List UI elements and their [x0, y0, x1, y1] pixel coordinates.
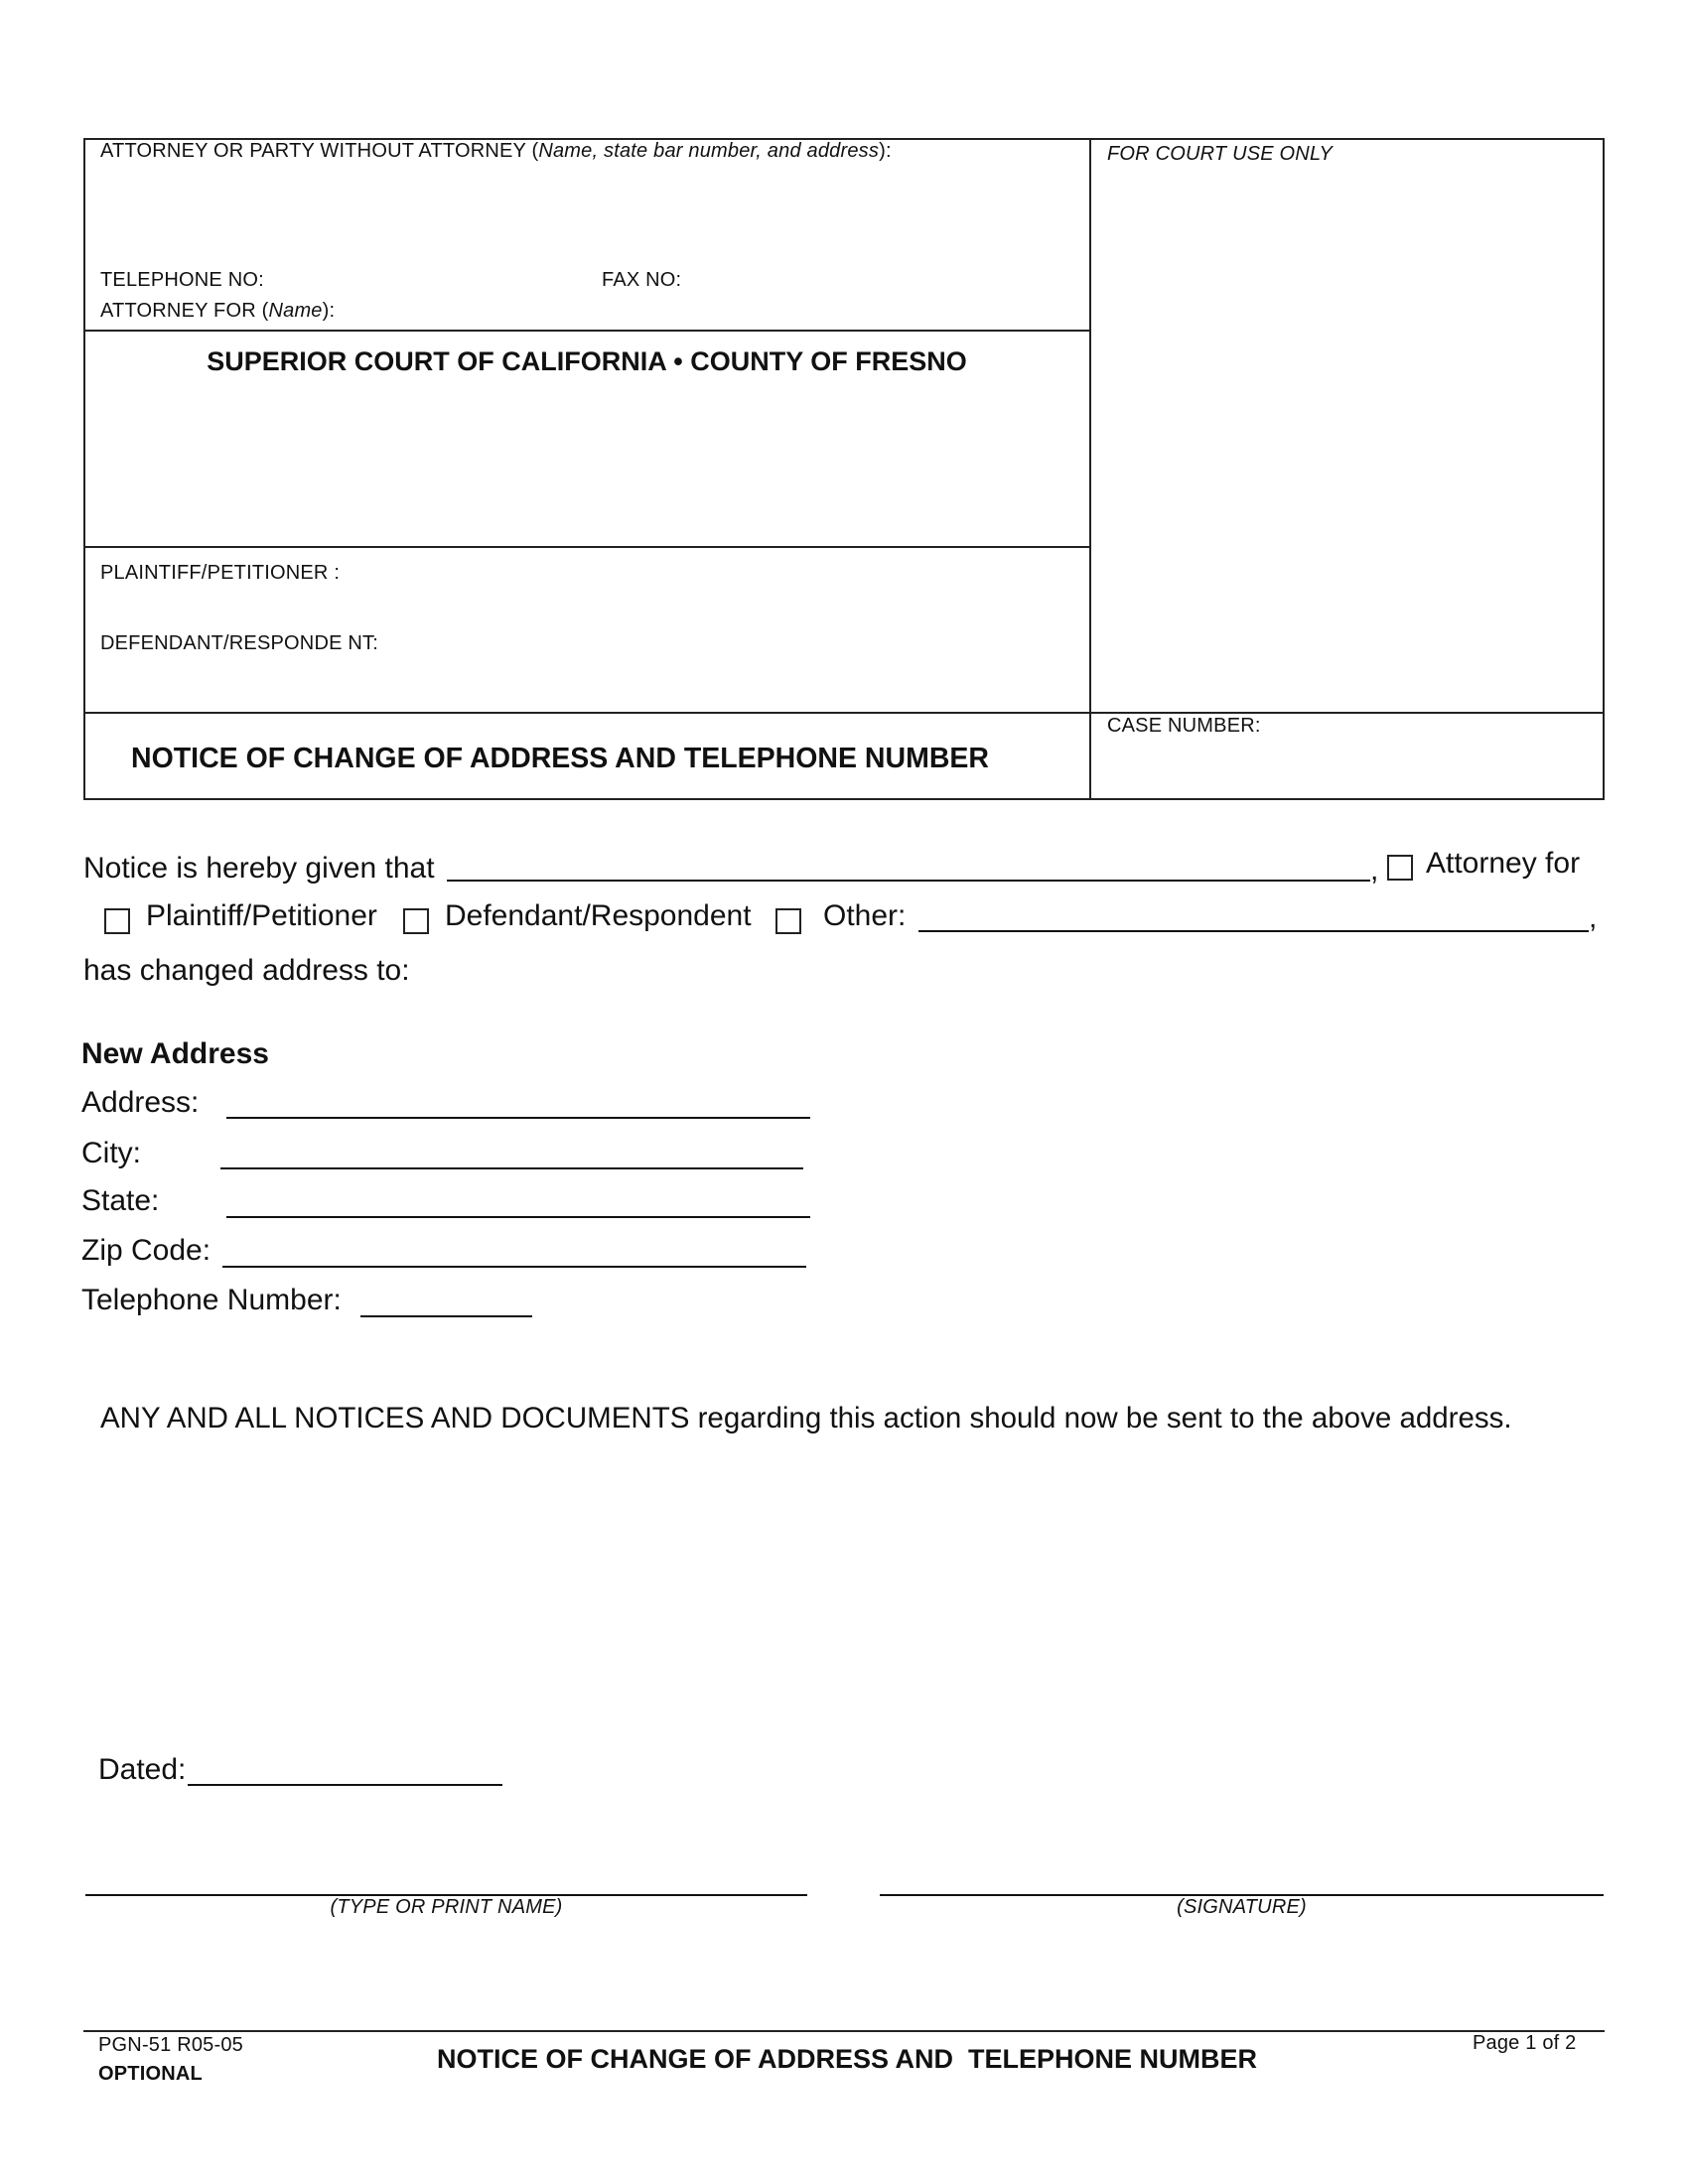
state-line[interactable]	[226, 1216, 810, 1218]
form-id: PGN-51 R05-05	[98, 2034, 243, 2056]
other-text: Other:	[823, 899, 907, 932]
defendant-text: Defendant/Respondent	[445, 899, 752, 932]
footer-title: NOTICE OF CHANGE OF ADDRESS AND TELEPHONE NUMBER	[437, 2044, 1258, 2074]
phone-label: Telephone Number:	[81, 1284, 342, 1316]
attorney-for-checkbox[interactable]	[1387, 855, 1413, 881]
form-title: NOTICE OF CHANGE OF ADDRESS AND TELEPHONE NUMBER	[131, 743, 990, 774]
notice-comma: ,	[1370, 854, 1379, 887]
phone-line[interactable]	[360, 1315, 532, 1317]
defendant-checkbox[interactable]	[403, 908, 429, 934]
new-address-heading: New Address	[81, 1037, 269, 1070]
plaintiff-checkbox[interactable]	[104, 908, 130, 934]
city-line[interactable]	[220, 1167, 803, 1169]
signature-caption: (SIGNATURE)	[1177, 1896, 1307, 1918]
attorney-for-text: Attorney for	[1426, 847, 1581, 880]
print-name-caption: (TYPE OR PRINT NAME)	[330, 1896, 563, 1918]
attorney-for-label: ATTORNEY FOR (Name):	[100, 300, 336, 322]
address-line[interactable]	[226, 1117, 810, 1119]
statement: ANY AND ALL NOTICES AND DOCUMENTS regarding this action should now be sent to the above address.	[100, 1402, 1512, 1434]
court-name: SUPERIOR COURT OF CALIFORNIA • COUNTY OF FRESNO	[207, 346, 967, 376]
fax-label: FAX NO:	[602, 269, 682, 291]
telephone-label: TELEPHONE NO:	[100, 269, 264, 291]
case-number-label: CASE NUMBER:	[1107, 715, 1261, 737]
caption-box	[83, 138, 1605, 800]
optional-label: OPTIONAL	[98, 2063, 203, 2085]
footer-rule	[83, 2030, 1605, 2032]
plaintiff-label: PLAINTIFF/PETITIONER :	[100, 562, 341, 584]
dated-line[interactable]	[188, 1784, 502, 1786]
address-label: Address:	[81, 1086, 200, 1119]
notice-intro: Notice is hereby given that	[83, 852, 435, 885]
court-use-only-label: FOR COURT USE ONLY	[1107, 143, 1333, 165]
notice-name-line[interactable]	[447, 880, 1370, 882]
plaintiff-text: Plaintiff/Petitioner	[146, 899, 377, 932]
caption-divider-3	[83, 712, 1605, 714]
other-checkbox[interactable]	[775, 908, 801, 934]
zip-line[interactable]	[222, 1266, 806, 1268]
defendant-label: DEFENDANT/RESPONDE NT:	[100, 632, 378, 654]
city-label: City:	[81, 1137, 141, 1169]
page-number: Page 1 of 2	[1473, 2032, 1577, 2054]
caption-divider-vertical	[1089, 138, 1091, 800]
dated-label: Dated:	[98, 1753, 187, 1786]
attorney-label: ATTORNEY OR PARTY WITHOUT ATTORNEY (Name, state bar number, and address):	[100, 140, 892, 162]
state-label: State:	[81, 1184, 160, 1217]
caption-divider-2	[83, 546, 1090, 548]
other-line[interactable]	[918, 930, 1589, 932]
zip-label: Zip Code:	[81, 1234, 211, 1267]
other-comma: ,	[1589, 901, 1598, 934]
changed-text: has changed address to:	[83, 954, 410, 987]
caption-divider-1	[83, 330, 1090, 332]
